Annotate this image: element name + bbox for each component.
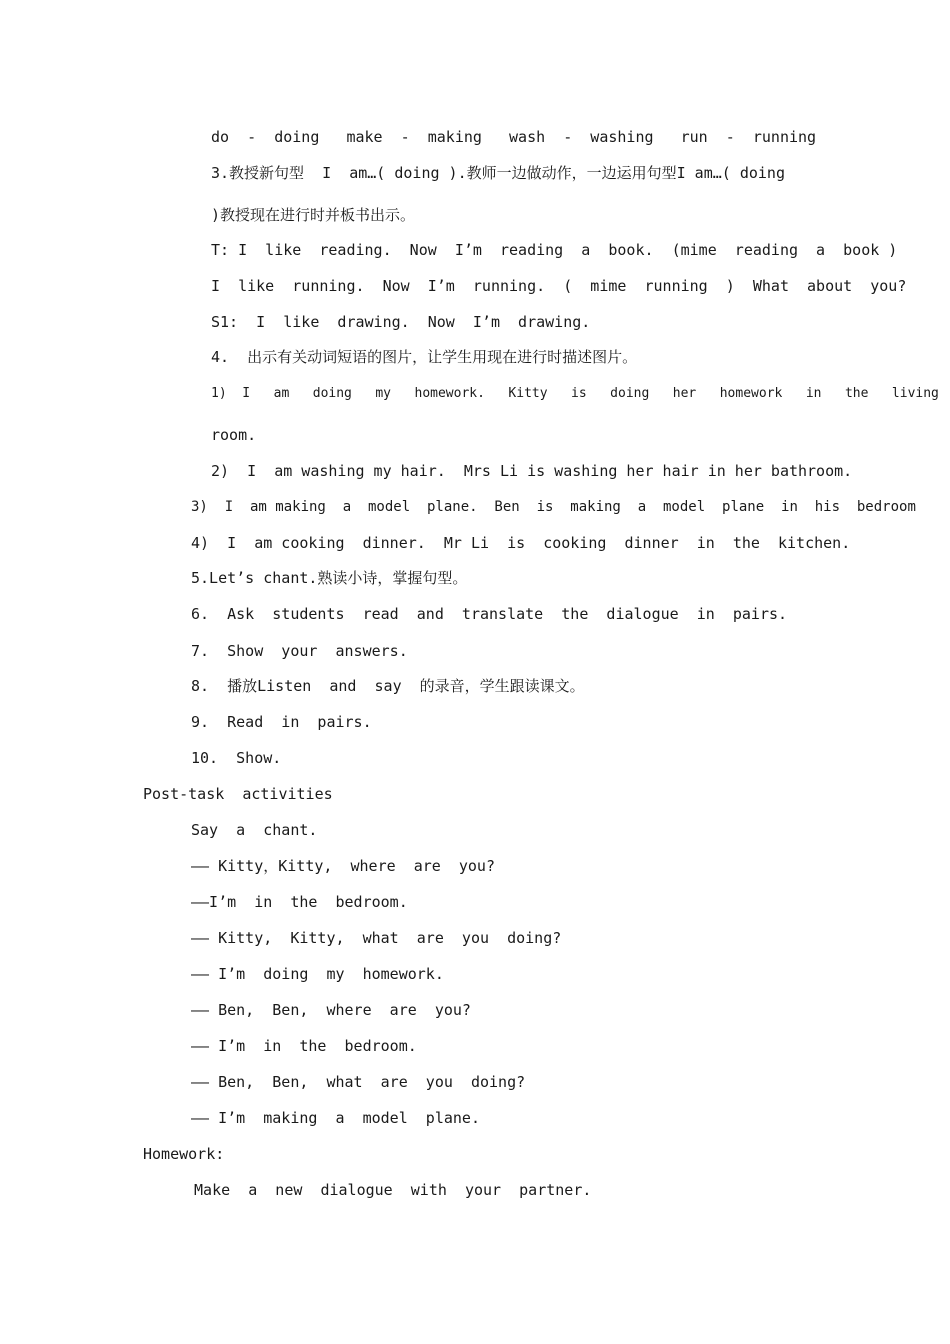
vocab-line: do - doing make - making wash - washing run - running [211, 128, 817, 146]
chant-line-1: —— Kitty，Kitty, where are you? [191, 857, 495, 875]
step-3-line-1: 3.教授新句型 I am…( doing ).教师一边做动作，一边运用句型I am…( doing [211, 164, 785, 182]
item-1-line-2: room. [211, 426, 257, 444]
homework-heading: Homework: [143, 1145, 225, 1163]
item-2-line: 2) I am washing my hair. Mrs Li is washing her hair in her bathroom. [211, 462, 853, 480]
teacher-line: T: I like reading. Now I’m reading a book. (mime reading a book ) [211, 241, 898, 259]
post-task-heading: Post-task activities [143, 785, 333, 803]
step-6-line: 6. Ask students read and translate the dialogue in pairs. [191, 605, 788, 623]
step-3-line-2: )教授现在进行时并板书出示。 [211, 206, 416, 224]
step-8-line: 8. 播放Listen and say 的录音，学生跟读课文。 [191, 677, 585, 695]
step-10-line: 10. Show. [191, 749, 282, 767]
step-4-line: 4. 出示有关动词短语的图片，让学生用现在进行时描述图片。 [211, 348, 638, 366]
chant-line-4: —— I’m doing my homework. [191, 965, 444, 983]
item-3-line: 3) I am making a model plane. Ben is making a model plane in his bedroom [191, 499, 916, 515]
chant-line-2: ——I’m in the bedroom. [191, 893, 408, 911]
item-1-line-1: 1) I am doing my homework. Kitty is doing her homework in the living [211, 386, 939, 401]
step-9-line: 9. Read in pairs. [191, 713, 372, 731]
step-7-line: 7. Show your answers. [191, 642, 408, 660]
chant-line-3: —— Kitty, Kitty, what are you doing? [191, 929, 562, 947]
chant-line-6: —— I’m in the bedroom. [191, 1037, 417, 1055]
student-line: S1: I like drawing. Now I’m drawing. [211, 313, 591, 331]
chant-line-7: —— Ben, Ben, what are you doing? [191, 1073, 526, 1091]
item-4-line: 4) I am cooking dinner. Mr Li is cooking dinner in the kitchen. [191, 534, 851, 552]
step-5-line: 5.Let’s chant.熟读小诗，掌握句型。 [191, 569, 468, 587]
chant-line-5: —— Ben, Ben, where are you? [191, 1001, 471, 1019]
chant-line-8: —— I’m making a model plane. [191, 1109, 480, 1127]
chant-intro: Say a chant. [191, 821, 318, 839]
teacher-line-2: I like running. Now I’m running. ( mime running ) What about you? [211, 277, 907, 295]
homework-line: Make a new dialogue with your partner. [185, 1181, 592, 1199]
